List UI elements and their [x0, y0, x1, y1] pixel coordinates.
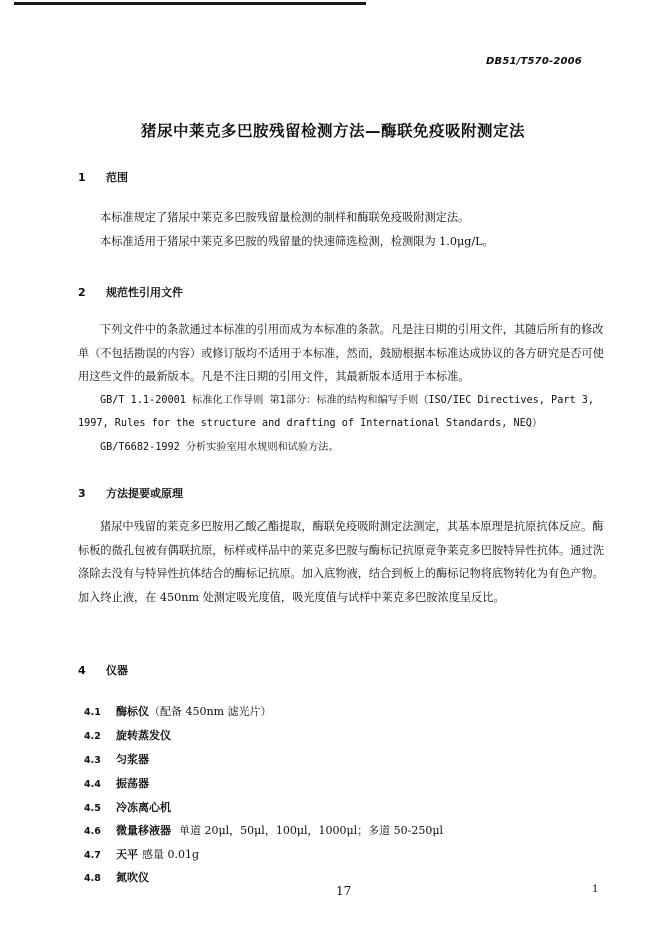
instrument-item — [84, 846, 199, 862]
instrument-item — [84, 727, 171, 743]
side-page-mark: 1 — [592, 884, 599, 895]
item-number: 4.4 — [84, 779, 101, 790]
section-number: 3 — [78, 487, 86, 500]
item-spec: （配备 450nm 滤光片） — [149, 705, 272, 718]
item-spec: 单道 20μl，50μl，100μl，1000μl；多道 50-250μl — [179, 824, 444, 837]
section-number: 2 — [78, 286, 86, 299]
paragraph-line: 本标准适用于猪尿中莱克多巴胺的残留量的快速筛选检测，检测限为 1.0μg/L。 — [100, 234, 494, 248]
item-name: 冷冻离心机 — [116, 801, 171, 814]
item-number: 4.6 — [84, 826, 101, 837]
instrument-item — [84, 869, 149, 885]
section-1-body — [78, 206, 608, 253]
item-number: 4.8 — [84, 873, 101, 884]
reference-item: GB/T 1.1-20001 标准化工作导则 第1部分：标准的结构和编写手则（ISO/IEC Directives, Part 3, 1997, Rules for the structure and drafting of International Standards, NEQ） — [78, 394, 594, 429]
section-title: 方法提要或原理 — [106, 487, 183, 500]
document-code: DB51/T570-2006 — [486, 56, 582, 67]
paragraph-line: 本标准规定了猪尿中莱克多巴胺残留量检测的制样和酶联免疫吸附测定法。 — [100, 211, 470, 224]
page-number: 17 — [336, 884, 352, 898]
reference-item: GB/T6682-1992 分析实验室用水规则和试验方法。 — [100, 441, 339, 453]
section-number: 1 — [78, 171, 86, 184]
section-title: 范围 — [106, 171, 128, 184]
document-title: 猪尿中莱克多巴胺残留检测方法—酶联免疫吸附测定法 — [140, 122, 525, 140]
item-number: 4.3 — [84, 755, 101, 766]
instrument-item — [84, 703, 272, 719]
item-number: 4.7 — [84, 850, 101, 861]
item-name: 氮吹仪 — [116, 871, 149, 884]
instrument-item — [84, 799, 171, 815]
item-name: 天平 — [116, 848, 138, 861]
item-name: 振荡器 — [116, 777, 149, 790]
section-number: 4 — [78, 664, 86, 677]
section-1-heading — [78, 169, 128, 185]
section-3-heading — [78, 485, 183, 501]
item-number: 4.5 — [84, 803, 101, 814]
section-2-body — [78, 318, 608, 459]
item-name: 匀浆器 — [116, 753, 149, 766]
item-name: 旋转蒸发仪 — [116, 729, 171, 742]
section-3-body — [78, 515, 608, 609]
paragraph: 猪尿中残留的莱克多巴胺用乙酸乙酯提取，酶联免疫吸附测定法测定，其基本原理是抗原抗体反应。酶标板的微孔包被有偶联抗原，标样或样品中的莱克多巴胺与酶标记抗原竞争莱克多巴胺特异性抗体。通过洗涤除去没有与特异性抗体结合的酶标记抗原。加入底物液，结合到板上的酶标记物将底物转化为有色产物。加入终止液，在 450nm 处测定吸光度值，吸光度值与试样中莱克多巴胺浓度呈反比。 — [78, 520, 604, 604]
section-4-heading — [78, 662, 128, 678]
item-name: 微量移液器 — [116, 824, 171, 837]
item-number: 4.1 — [84, 707, 101, 718]
paragraph: 下列文件中的条款通过本标准的引用而成为本标准的条款。凡是注日期的引用文件，其随后所有的修改单（不包括勘误的内容）或修订版均不适用于本标准，然而，鼓励根据本标准达成协议的各方研究是否可使用这些文件的最新版本。凡是不注日期的引用文件，其最新版本适用于本标准。 — [78, 323, 604, 383]
section-title: 仪器 — [106, 664, 128, 677]
item-name: 酶标仪 — [116, 705, 149, 718]
instrument-item — [84, 751, 149, 767]
section-2-heading — [78, 284, 183, 300]
item-spec: 感量 0.01g — [142, 848, 200, 861]
top-rule — [14, 2, 366, 5]
item-number: 4.2 — [84, 731, 101, 742]
section-title: 规范性引用文件 — [106, 286, 183, 299]
instrument-item — [84, 775, 149, 791]
instrument-item — [84, 822, 443, 838]
